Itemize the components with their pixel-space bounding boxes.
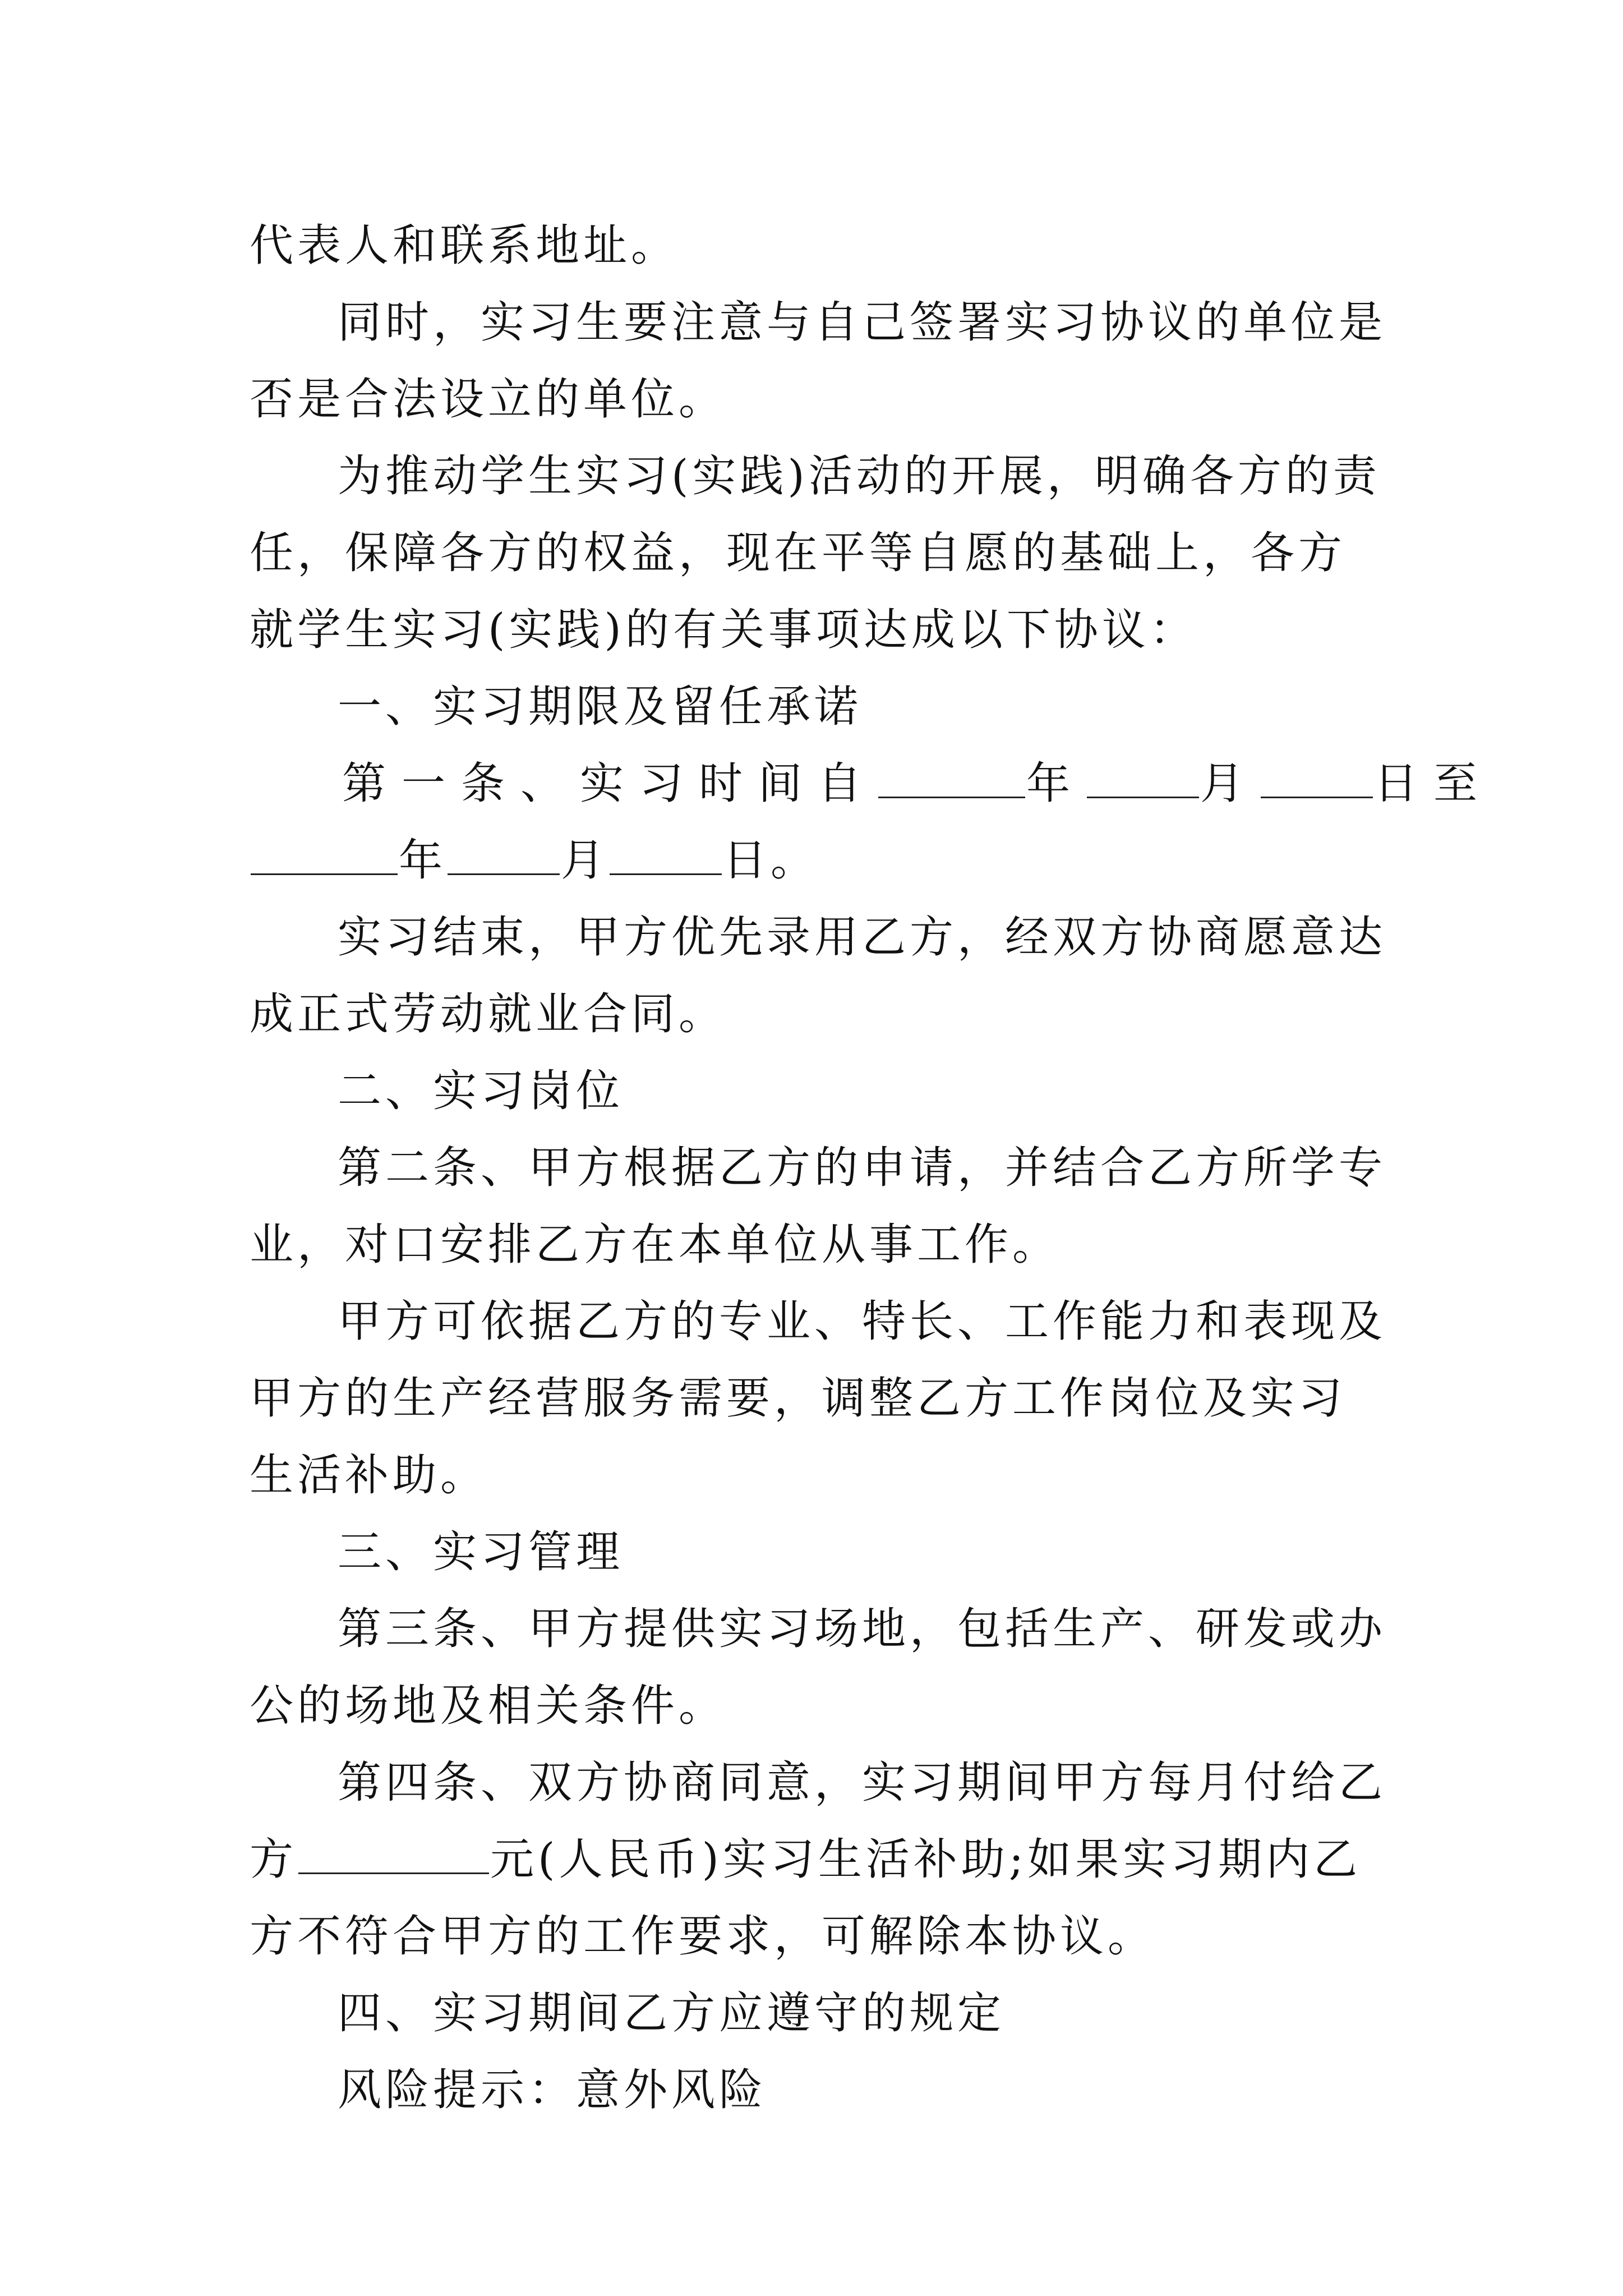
paragraph-6: 甲方可依据乙方的专业、特长、工作能力和表现及甲方的生产经营服务需要，调整乙方工作岗位及实习生活补助。 <box>250 1296 1387 1501</box>
article-1-prefix: 第一条、实习时间自 <box>342 758 878 809</box>
day-end-label: 日。 <box>723 835 819 886</box>
end-day-blank <box>610 838 722 875</box>
start-month-blank <box>1087 761 1199 798</box>
end-month-blank <box>448 838 560 875</box>
paragraph-7: 第三条、甲方提供实习场地，包括生产、研发或办公的场地及相关条件。 <box>250 1604 1387 1731</box>
article-4-rest: 元(人民币)实习生活补助;如果实习期内乙方不符合甲方的工作要求，可解除本协议。 <box>250 1834 1362 1962</box>
article-1-date-range <box>250 746 1493 899</box>
paragraph-5: 第二条、甲方根据乙方的申请，并结合乙方所学专业，对口安排乙方在本单位从事工作。 <box>250 1143 1387 1270</box>
paragraph-3: 为推动学生实习(实践)活动的开展，明确各方的责任，保障各方的权益，现在平等自愿的基础上，各方就学生实习(实践)的有关事项达成以下协议： <box>250 451 1381 655</box>
section-heading-4: 四、实习期间乙方应遵守的规定 <box>338 1988 1006 2039</box>
day-to-label: 日至 <box>1374 758 1493 809</box>
year-label-2: 年 <box>399 835 447 886</box>
start-day-blank <box>1261 761 1373 798</box>
month-label: 月 <box>1200 758 1260 809</box>
document-body <box>250 208 1493 2129</box>
paragraph-1: 代表人和联系地址。 <box>250 220 679 271</box>
section-heading-2: 二、实习岗位 <box>338 1066 624 1116</box>
paragraph-4: 实习结束，甲方优先录用乙方，经双方协商愿意达成正式劳动就业合同。 <box>250 912 1387 1039</box>
section-heading-1: 一、实习期限及留任承诺 <box>338 682 863 732</box>
paragraph-2: 同时，实习生要注意与自己签署实习协议的单位是否是合法设立的单位。 <box>250 297 1387 425</box>
start-year-blank <box>878 761 1025 798</box>
allowance-amount-blank <box>298 1837 489 1874</box>
section-heading-3: 三、实习管理 <box>338 1527 624 1577</box>
article-4-line1: 第四条、双方协商同意，实习期间甲方每月付给乙方 <box>250 1757 1387 1885</box>
month-label-2: 月 <box>561 835 609 886</box>
end-year-blank <box>251 838 398 875</box>
risk-notice: 风险提示：意外风险 <box>338 2065 767 2115</box>
article-4 <box>250 1745 1391 1975</box>
year-label: 年 <box>1026 758 1086 809</box>
